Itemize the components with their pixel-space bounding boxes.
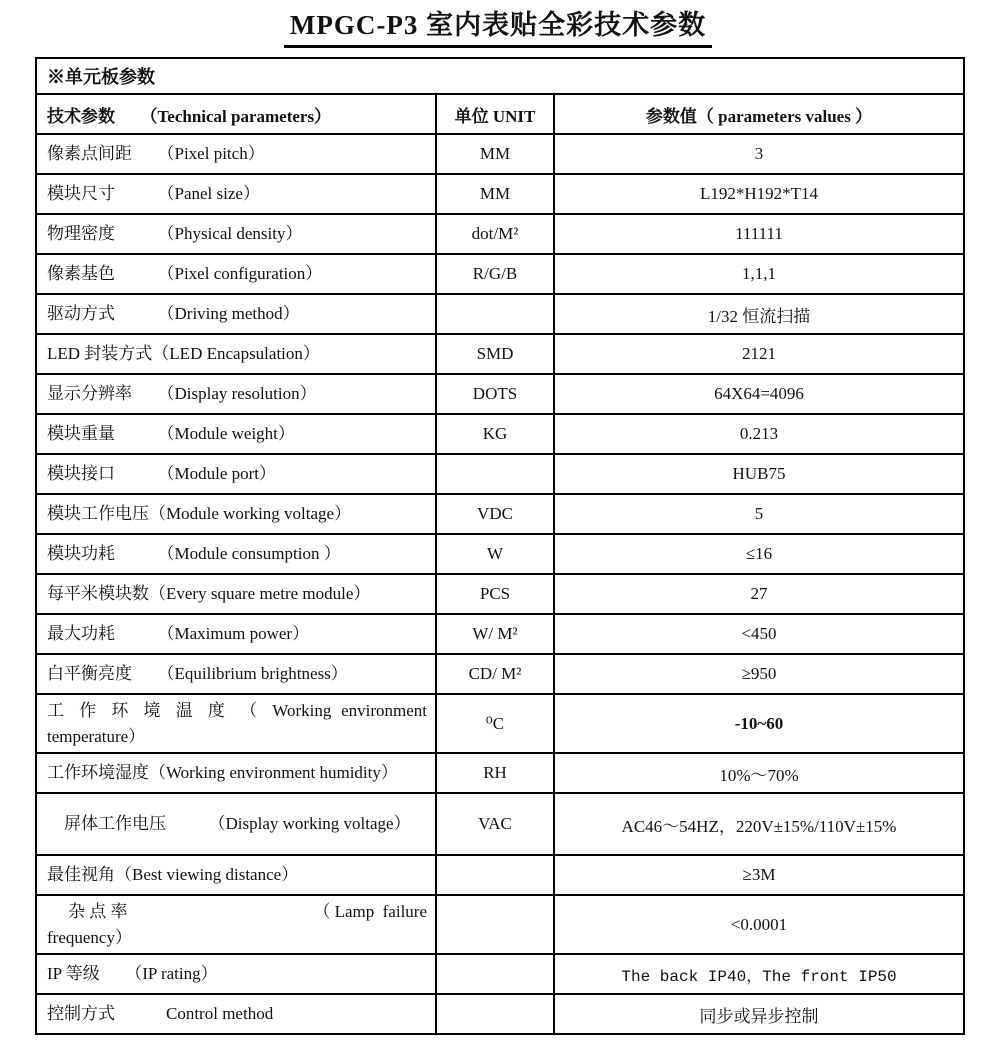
parameter-value: HUB75 — [554, 454, 964, 494]
table-row — [36, 954, 964, 994]
unit-cell: DOTS — [436, 374, 554, 414]
parameter-value: 2121 — [554, 334, 964, 374]
title-area — [0, 0, 996, 48]
parameter-value: L192*H192*T14 — [554, 174, 964, 214]
parameter-value: ≥950 — [554, 654, 964, 694]
parameter-label: 模块尺寸 （Panel size） — [36, 174, 436, 214]
parameters-table — [35, 57, 965, 1035]
unit-cell: W — [436, 534, 554, 574]
unit-cell — [436, 954, 554, 994]
table-row — [36, 574, 964, 614]
parameter-label: 物理密度 （Physical density） — [36, 214, 436, 254]
parameter-label: 最大功耗 （Maximum power） — [36, 614, 436, 654]
parameter-value: AC46～54HZ，220V±15%/110V±15% — [554, 793, 964, 855]
table-row — [36, 494, 964, 534]
unit-cell: ⁰C — [436, 694, 554, 753]
table-row — [36, 374, 964, 414]
unit-cell: VDC — [436, 494, 554, 534]
column-header-row — [36, 94, 964, 134]
parameter-label: 模块接口 （Module port） — [36, 454, 436, 494]
parameter-label: 驱动方式 （Driving method） — [36, 294, 436, 334]
table-row — [36, 753, 964, 793]
unit-cell — [436, 994, 554, 1034]
section-header-row — [36, 58, 964, 94]
parameter-value: 27 — [554, 574, 964, 614]
unit-cell: KG — [436, 414, 554, 454]
table-row — [36, 214, 964, 254]
unit-cell: VAC — [436, 793, 554, 855]
parameter-label: 每平米模块数（Every square metre module） — [36, 574, 436, 614]
unit-cell: RH — [436, 753, 554, 793]
table-row — [36, 454, 964, 494]
parameter-label: LED 封装方式（LED Encapsulation） — [36, 334, 436, 374]
parameter-value: <0.0001 — [554, 895, 964, 954]
parameter-value: 64X64=4096 — [554, 374, 964, 414]
table-row — [36, 294, 964, 334]
parameter-value: 同步或异步控制 — [554, 994, 964, 1034]
parameter-label: 工 作 环 境 温 度 （ Working environment temperature） — [36, 694, 436, 753]
parameter-label: 最佳视角（Best viewing distance） — [36, 855, 436, 895]
parameter-label: 模块重量 （Module weight） — [36, 414, 436, 454]
unit-cell: R/G/B — [436, 254, 554, 294]
parameter-value: 10%～70% — [554, 753, 964, 793]
parameter-label: 白平衡亮度 （Equilibrium brightness） — [36, 654, 436, 694]
table-row — [36, 614, 964, 654]
parameter-label: IP 等级 （IP rating） — [36, 954, 436, 994]
table-row — [36, 414, 964, 454]
table-row — [36, 994, 964, 1034]
unit-cell — [436, 454, 554, 494]
parameter-label: 屏体工作电压 （Display working voltage） — [36, 793, 436, 855]
unit-cell: CD/ M² — [436, 654, 554, 694]
table-row — [36, 134, 964, 174]
column-header-parameter: 技术参数 （Technical parameters） — [36, 94, 436, 134]
parameter-label: 像素基色 （Pixel configuration） — [36, 254, 436, 294]
parameter-label: 模块功耗 （Module consumption ） — [36, 534, 436, 574]
section-title: ※单元板参数 — [36, 58, 964, 94]
parameter-value: 1/32 恒流扫描 — [554, 294, 964, 334]
table-body — [36, 134, 964, 1034]
parameter-value: ≥3M — [554, 855, 964, 895]
parameter-label: 像素点间距 （Pixel pitch） — [36, 134, 436, 174]
unit-cell: MM — [436, 174, 554, 214]
table-row — [36, 334, 964, 374]
parameter-label: 杂点率 （Lamp failure frequency） — [36, 895, 436, 954]
parameter-value: 1,1,1 — [554, 254, 964, 294]
table-row — [36, 174, 964, 214]
column-header-value: 参数值（ parameters values ） — [554, 94, 964, 134]
parameter-value: 3 — [554, 134, 964, 174]
parameter-value: 0.213 — [554, 414, 964, 454]
unit-cell — [436, 855, 554, 895]
document-title: MPGC-P3 室内表贴全彩技术参数 — [284, 8, 712, 48]
parameter-value: -10~60 — [554, 694, 964, 753]
table-row — [36, 694, 964, 753]
unit-cell — [436, 294, 554, 334]
parameter-label: 显示分辨率 （Display resolution） — [36, 374, 436, 414]
unit-cell: SMD — [436, 334, 554, 374]
table-row — [36, 254, 964, 294]
parameter-value: ≤16 — [554, 534, 964, 574]
parameter-label: 工作环境湿度（Working environment humidity） — [36, 753, 436, 793]
table-row — [36, 855, 964, 895]
unit-cell — [436, 895, 554, 954]
parameter-value: 111111 — [554, 214, 964, 254]
parameter-value: The back IP40，The front IP50 — [554, 954, 964, 994]
parameter-label: 控制方式 Control method — [36, 994, 436, 1034]
parameter-value: 5 — [554, 494, 964, 534]
column-header-unit: 单位 UNIT — [436, 94, 554, 134]
table-row — [36, 793, 964, 855]
table-row — [36, 895, 964, 954]
parameter-label: 模块工作电压（Module working voltage） — [36, 494, 436, 534]
table-row — [36, 654, 964, 694]
unit-cell: MM — [436, 134, 554, 174]
table-row — [36, 534, 964, 574]
parameter-value: <450 — [554, 614, 964, 654]
unit-cell: dot/M² — [436, 214, 554, 254]
unit-cell: PCS — [436, 574, 554, 614]
unit-cell: W/ M² — [436, 614, 554, 654]
